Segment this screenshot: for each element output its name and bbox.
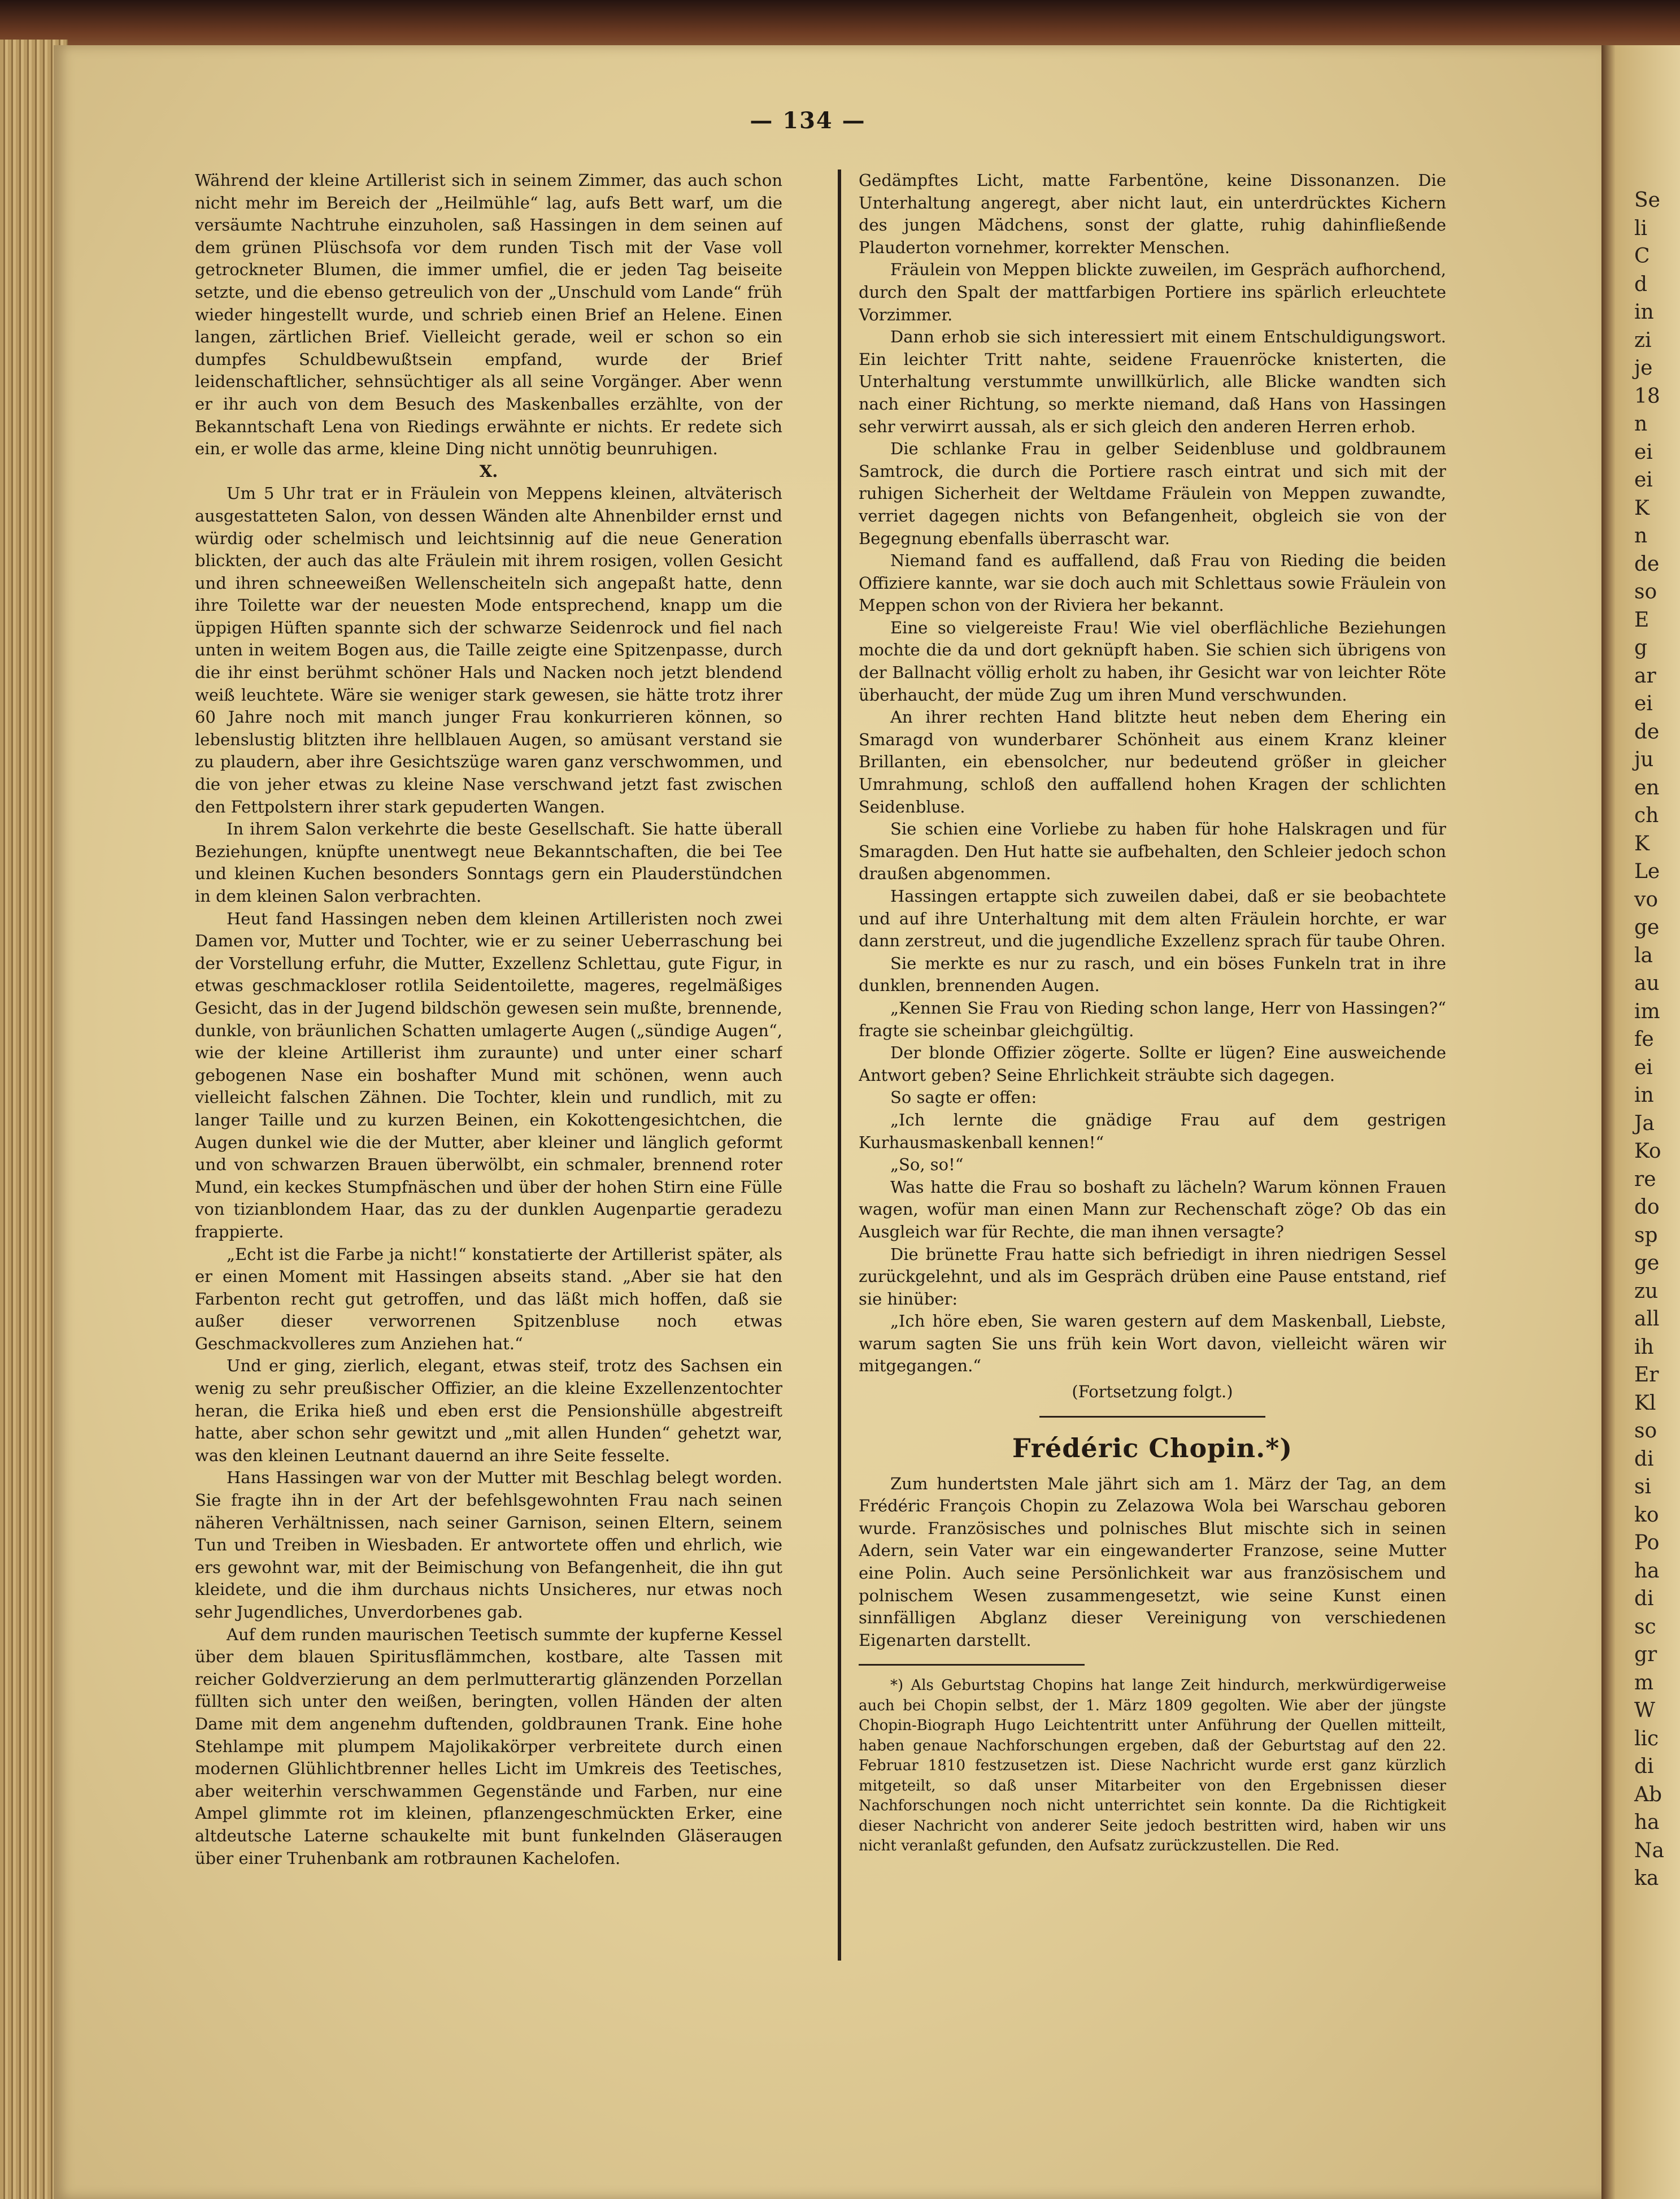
paragraph: Eine so vielgereiste Frau! Wie viel oberflächliche Beziehungen mochte die da und dort geknüpft haben. Sie schien sich übrigens von der Ballnacht völlig erholt zu haben, ihr Gesicht war von leichter Röte überhaucht, der müde Zug um ihren Mund verschwunden. <box>859 618 1446 705</box>
paragraph: Niemand fand es auffallend, daß Frau von Rieding die beiden Offiziere kannte, war sie doch auch mit Schlettaus sowie Fräulein von Meppen schon von der Riviera her bekannt. <box>859 551 1446 615</box>
adjacent-text-fragment: m <box>1634 1671 1654 1694</box>
adjacent-text-fragment: ei <box>1634 440 1653 464</box>
adjacent-text-fragment: Ko <box>1634 1140 1661 1163</box>
paragraph: Um 5 Uhr trat er in Fräulein von Meppens kleinen, altväterisch ausgestatteten Salon, von dessen Wänden alte Ahnenbilder ernst und würdig oder schelmisch und leichtsinnig auf die neue Generation blickten, der auch das alte Fräulein mit ihrem rosigen, vollen Gesicht und ihren schneeweißen Wellenscheiteln sich angepaßt hatte, denn ihre Toilette war der neuesten Mode entsprechend, knapp um die üppigen Hüften spannte sich der schwarze Seidenrock und fiel nach unten in weitem Bogen aus, die Taille zeigte eine Spitzenpasse, durch die ihr einst berühmt schöner Hals und Nacken noch jetzt blendend weiß leuchtete. Wäre sie weniger stark gewesen, sie hätte trotz ihrer 60 Jahre noch mit manch junger Frau konkurrieren können, so lebenslustig blitzten ihre hellblauen Augen, so amüsant verstand sie zu plaudern, aber ihre Gesichtszüge waren ganz verschwommen, und die von jeher etwas zu kleine Nase verschwand jetzt fast zwischen den Fettpolstern ihrer stark gepuderten Wangen. <box>195 484 782 816</box>
adjacent-text-fragment: in <box>1634 1084 1654 1107</box>
adjacent-text-fragment: Ja <box>1634 1111 1655 1135</box>
paragraph: Hassingen ertappte sich zuweilen dabei, daß er sie beobachtete und auf ihre Unterhaltung mit dem alten Fräulein horchte, er war dann zerstreut, und die jugendliche Exzellenz sprach für taube Ohren. <box>859 886 1446 951</box>
paragraph: „Kennen Sie Frau von Rieding schon lange, Herr von Hassingen?“ fragte sie scheinbar gleichgültig. <box>859 998 1446 1040</box>
adjacent-text-fragment: Se <box>1634 189 1660 212</box>
adjacent-text-fragment: re <box>1634 1167 1656 1191</box>
paragraph: Was hatte die Frau so boshaft zu lächeln? Warum können Frauen wagen, wofür man einen Mann zur Rechenschaft zöge? Ob das ein Ausgleich war für Rechte, die man ihnen versagte? <box>859 1177 1446 1241</box>
article-title: Frédéric Chopin.*) <box>1012 1432 1293 1463</box>
footnote-divider <box>859 1664 1085 1666</box>
right-column <box>859 170 1446 1955</box>
section-number: X. <box>479 461 498 481</box>
paragraph: Heut fand Hassingen neben dem kleinen Artilleristen noch zwei Damen vor, Mutter und Tochter, wie er zu seiner Ueberraschung bei der Vorstellung erfuhr, die Mutter, Exzellenz Schlettau, gute Figur, in etwas geschmackloser rotlila Seidentoilette, mageres, regelmäßiges Gesicht, das in der Jugend bildschön gewesen sein mußte, brennende, dunkle, von bräunlichen Schatten umlagerte Augen („sündige Augen“, wie der kleine Artillerist ihm zuraunte) und unter einer scharf gebogenen Nase ein boshafter Mund mit schönen, wenn auch vielleicht falschen Zähnen. Die Tochter, klein und rundlich, mit zu langer Taille und zu kurzen Beinen, ein Kokottengesichtchen, die Augen dunkel wie die der Mutter, aber kleiner und länglich geformt und von schwarzen Brauen überwölbt, ein schmaler, brennend roter Mund, ein keckes Stumpfnäschen und über der hohen Stirn eine Fülle von tizianblondem Haar, das zu der dunklen Augenpartie geradezu frappierte. <box>195 909 782 1241</box>
paragraph: Dann erhob sie sich interessiert mit einem Entschuldigungswort. Ein leichter Tritt nahte, seidene Frauenröcke knisterten, die Unterhaltung verstummte unwillkürlich, alle Blicke wandten sich nach einer Richtung, so merkte niemand, daß Hans von Hassingen sehr verwirrt aussah, als er sich gleich den anderen Herren erhob. <box>859 327 1446 436</box>
left-column <box>195 170 782 1955</box>
adjacent-text-fragment: Na <box>1634 1839 1664 1862</box>
paragraph: Und er ging, zierlich, elegant, etwas steif, trotz des Sachsen ein wenig zu sehr preußischer Offizier, an die kleine Exzellenzentochter heran, die Erika hieß und eben erst die Pensionshülle abgestreift hatte, aber schon sehr gewitzt und „mit allen Hunden“ gehetzt war, was den kleinen Leutnant dauernd an ihre Seite fesselte. <box>195 1356 782 1465</box>
adjacent-text-fragment: in <box>1634 301 1654 324</box>
adjacent-text-fragment: 18 <box>1634 384 1660 408</box>
adjacent-text-fragment: la <box>1634 944 1653 967</box>
paragraph: Auf dem runden maurischen Teetisch summte der kupferne Kessel über dem blauen Spiritusflämmchen, kostbare, alte Tassen mit reicher Goldverzierung an dem perlmutterartig glänzenden Porzellan füllten sich unter den weißen, beringten, vollen Händen der alten Dame mit dem angenehm duftenden, goldbraunen Trank. Eine hohe Stehlampe mit plumpem Majolikakörper verbreitete durch einen modernen Glühlichtbrenner helles Licht im Umkreis des Teetisches, aber weiterhin verschwammen Gegenstände und Farben, nur eine Ampel glimmte rot im kleinen, pflanzengeschmückten Erker, eine altdeutsche Laterne schaukelte mit bunt funkelnden Gläseraugen über einer Truhenbank am rotbraunen Kachelofen. <box>195 1624 782 1868</box>
adjacent-text-fragment: so <box>1634 1419 1657 1442</box>
adjacent-text-fragment: Po <box>1634 1531 1660 1554</box>
paragraph: So sagte er offen: <box>890 1088 1037 1107</box>
adjacent-text-fragment: de <box>1634 720 1660 744</box>
adjacent-text-fragment: si <box>1634 1475 1651 1498</box>
adjacent-text-fragment: di <box>1634 1755 1654 1778</box>
adjacent-text-fragment: vo <box>1634 888 1659 911</box>
adjacent-text-fragment: ar <box>1634 664 1656 688</box>
adjacent-text-fragment: n <box>1634 524 1648 547</box>
page-number: — 134 — <box>750 107 866 134</box>
adjacent-text-fragment: di <box>1634 1447 1654 1471</box>
adjacent-text-fragment: Kl <box>1634 1391 1656 1415</box>
adjacent-text-fragment: do <box>1634 1196 1660 1219</box>
adjacent-text-fragment: g <box>1634 636 1648 659</box>
adjacent-text-fragment: ge <box>1634 916 1660 939</box>
adjacent-text-fragment: ei <box>1634 468 1653 492</box>
adjacent-text-fragment: im <box>1634 999 1660 1023</box>
adjacent-text-fragment: n <box>1634 412 1648 436</box>
adjacent-text-fragment: ha <box>1634 1559 1660 1583</box>
adjacent-text-fragment: ei <box>1634 1055 1653 1079</box>
adjacent-text-fragment: ju <box>1634 748 1654 771</box>
adjacent-text-fragment: C <box>1634 245 1650 268</box>
adjacent-text-fragment: sc <box>1634 1615 1656 1639</box>
adjacent-text-fragment: ih <box>1634 1335 1654 1359</box>
adjacent-page-text <box>1601 45 1680 1893</box>
adjacent-text-fragment: d <box>1634 272 1648 296</box>
adjacent-text-fragment: Er <box>1634 1363 1659 1387</box>
adjacent-text-fragment: W <box>1634 1699 1656 1722</box>
adjacent-text-fragment: au <box>1634 972 1660 995</box>
paragraph: Sie merkte es nur zu rasch, und ein böses Funkeln trat in ihre dunklen, brennenden Augen. <box>859 953 1446 996</box>
adjacent-text-fragment: di <box>1634 1587 1654 1610</box>
adjacent-text-fragment: ge <box>1634 1251 1660 1275</box>
adjacent-text-fragment: ka <box>1634 1867 1659 1890</box>
paragraph: An ihrer rechten Hand blitzte heut neben dem Ehering ein Smaragd von wunderbarer Schönheit aus einem Kranz kleiner Brillanten, ein ebensolcher, nur bedeutend größer in gleicher Umrahmung, schloß den auffallend hohen Kragen der schlichten Seidenbluse. <box>859 707 1446 816</box>
adjacent-text-fragment: ha <box>1634 1811 1660 1834</box>
adjacent-text-fragment: Ab <box>1634 1783 1662 1806</box>
adjacent-text-fragment: lic <box>1634 1727 1659 1750</box>
adjacent-text-fragment: sp <box>1634 1223 1658 1247</box>
adjacent-text-fragment: ko <box>1634 1503 1659 1527</box>
adjacent-text-fragment: ch <box>1634 804 1659 827</box>
paragraph: „So, so!“ <box>890 1155 964 1175</box>
adjacent-text-fragment: gr <box>1634 1643 1657 1666</box>
paragraph: Hans Hassingen war von der Mutter mit Beschlag belegt worden. Sie fragte ihn in der Art der befehlsgewohnten Frau nach seinen näheren Verhältnissen, nach seiner Garnison, seinen Eltern, seinem Tun und Treiben in Wiesbaden. Er antwortete offen und ehrlich, wie ers gewohnt war, mit der Beimischung von Befangenheit, die ihn gut kleidete, und die ihm durchaus nichts Unsicheres, nur etwas noch sehr Jugendliches, Unverdorbenes gab. <box>195 1468 782 1622</box>
column-divider <box>838 170 841 1961</box>
paragraph: „Echt ist die Farbe ja nicht!“ konstatierte der Artillerist später, als er einen Moment mit Hassingen abseits stand. „Aber sie hat den Farbenton recht gut getroffen, und das läßt mich hoffen, daß sie außer dieser verworrenen Spitzenbluse noch etwas Geschmackvolleres zum Anziehen hat.“ <box>195 1244 782 1353</box>
paragraph: Die schlanke Frau in gelber Seidenbluse und goldbraunem Samtrock, die durch die Portiere rasch eintrat und sich mit der ruhigen Sicherheit der Weltdame Fräulein von Meppen zuwandte, verriet dagegen nichts von Befangenheit, obgleich sie von der Begegnung ebenfalls überrascht war. <box>859 439 1446 548</box>
adjacent-text-fragment: je <box>1634 357 1653 380</box>
paragraph: Fräulein von Meppen blickte zuweilen, im Gespräch aufhorchend, durch den Spalt der mattfarbigen Portiere ins spärlich erleuchtete Vorzimmer. <box>859 260 1446 324</box>
adjacent-text-fragment: zu <box>1634 1279 1659 1303</box>
adjacent-text-fragment: de <box>1634 552 1660 576</box>
paragraph: „Ich lernte die gnädige Frau auf dem gestrigen Kurhausmaskenball kennen!“ <box>859 1110 1446 1152</box>
paragraph: Der blonde Offizier zögerte. Sollte er lügen? Eine ausweichende Antwort geben? Seine Ehrlichkeit sträubte sich dagegen. <box>859 1043 1446 1085</box>
adjacent-text-fragment: so <box>1634 580 1657 603</box>
adjacent-text-fragment: all <box>1634 1307 1660 1331</box>
paragraph: Die brünette Frau hatte sich befriedigt in ihren niedrigen Sessel zurückgelehnt, und als im Gespräch drüben eine Pause entstand, rief sie hinüber: <box>859 1244 1446 1309</box>
paragraph: „Ich höre eben, Sie waren gestern auf dem Maskenball, Liebste, warum sagten Sie uns früh kein Wort davon, vielleicht wären wir mitgegangen.“ <box>859 1311 1446 1376</box>
paragraph: Gedämpftes Licht, matte Farbentöne, keine Dissonanzen. Die Unterhaltung angeregt, aber nicht laut, ein unterdrücktes Kichern des jungen Mädchens, sonst der glatte, ruhig dahinfließende Plauderton vornehmer, korrekter Menschen. <box>859 171 1446 257</box>
paragraph: Sie schien eine Vorliebe zu haben für hohe Halskragen und für Smaragden. Den Hut hatte sie aufbehalten, den Schleier jedoch schon draußen abgenommen. <box>859 819 1446 884</box>
adjacent-text-fragment: K <box>1634 496 1649 520</box>
adjacent-text-fragment: fe <box>1634 1028 1654 1051</box>
article-paragraph: Zum hundertsten Male jährt sich am 1. März der Tag, an dem Frédéric François Chopin zu Zelazowa Wola bei Warschau geboren wurde. Französisches und polnisches Blut mischte sich in seinen Adern, sein Vater war ein eingewanderter Franzose, seine Mutter eine Polin. Auch seine Persönlichkeit war aus französischem und polnischem Wesen zusammengesetzt, wie seine Kunst einen sinnfälligen Abglanz dieser Vereinigung von verschiedenen Eigenarten darstellt. <box>859 1474 1446 1650</box>
adjacent-text-fragment: zi <box>1634 328 1652 352</box>
paragraph: In ihrem Salon verkehrte die beste Gesellschaft. Sie hatte überall Beziehungen, knüpfte unentwegt neue Bekanntschaften, die bei Tee und kleinen Kuchen besonders Sonntags gern ein Plauderstündchen in dem kleinen Salon verbrachten. <box>195 819 782 906</box>
continuation-note: (Fortsetzung folgt.) <box>1072 1382 1233 1402</box>
adjacent-text-fragment: ei <box>1634 692 1653 715</box>
adjacent-text-fragment: en <box>1634 776 1660 799</box>
adjacent-text-fragment: Le <box>1634 860 1660 883</box>
adjacent-text-fragment: E <box>1634 608 1649 632</box>
adjacent-text-fragment: K <box>1634 832 1649 855</box>
adjacent-page <box>1601 45 1680 2199</box>
adjacent-text-fragment: li <box>1634 216 1648 240</box>
article-divider <box>1039 1416 1265 1418</box>
footnote: *) Als Geburtstag Chopins hat lange Zeit hindurch, merkwürdigerweise auch bei Chopin selbst, der 1. März 1809 gegolten. Wie aber der jüngste Chopin-Biograph Hugo Leichtentritt unter Anführung der Quellen mitteilt, haben genaue Nachforschungen ergeben, daß der Geburtstag auf den 22. Februar 1810 festzusetzen ist. Diese Nachricht wurde erst ganz kürzlich mitgeteilt, so daß unser Mitarbeiter von den Ergebnissen dieser Nachforschungen noch nicht unterrichtet sein konnte. Da die Richtigkeit dieser Nachricht von anderer Seite jedoch bestritten wird, haben wir uns nicht veranlaßt gefunden, den Aufsatz zurückzustellen. Die Red. <box>859 1677 1446 1855</box>
paragraph: Während der kleine Artillerist sich in seinem Zimmer, das auch schon nicht mehr im Bereich der „Heilmühle“ lag, aufs Bett warf, um die versäumte Nachtruhe einzuholen, saß Hassingen in dem seinen auf dem grünen Plüschsofa vor dem runden Tisch mit der Vase voll getrockneter Blumen, die immer umfiel, die er jeden Tag beiseite setzte, und die ebenso getreulich von der „Unschuld vom Lande“ früh wieder hingestellt wurde, und schrieb einen Brief an Helene. Einen langen, zärtlichen Brief. Vielleicht gerade, weil er schon so ein dumpfes Schuldbewußtsein empfand, wurde der Brief leidenschaftlicher, sehnsüchtiger als all seine Vorgänger. Aber wenn er ihr auch von dem Besuch des Maskenballes erzählte, von der Bekanntschaft Lena von Riedings erwähnte er nichts. Er redete sich ein, er wolle das arme, kleine Ding nicht unnötig beunruhigen. <box>195 171 782 459</box>
